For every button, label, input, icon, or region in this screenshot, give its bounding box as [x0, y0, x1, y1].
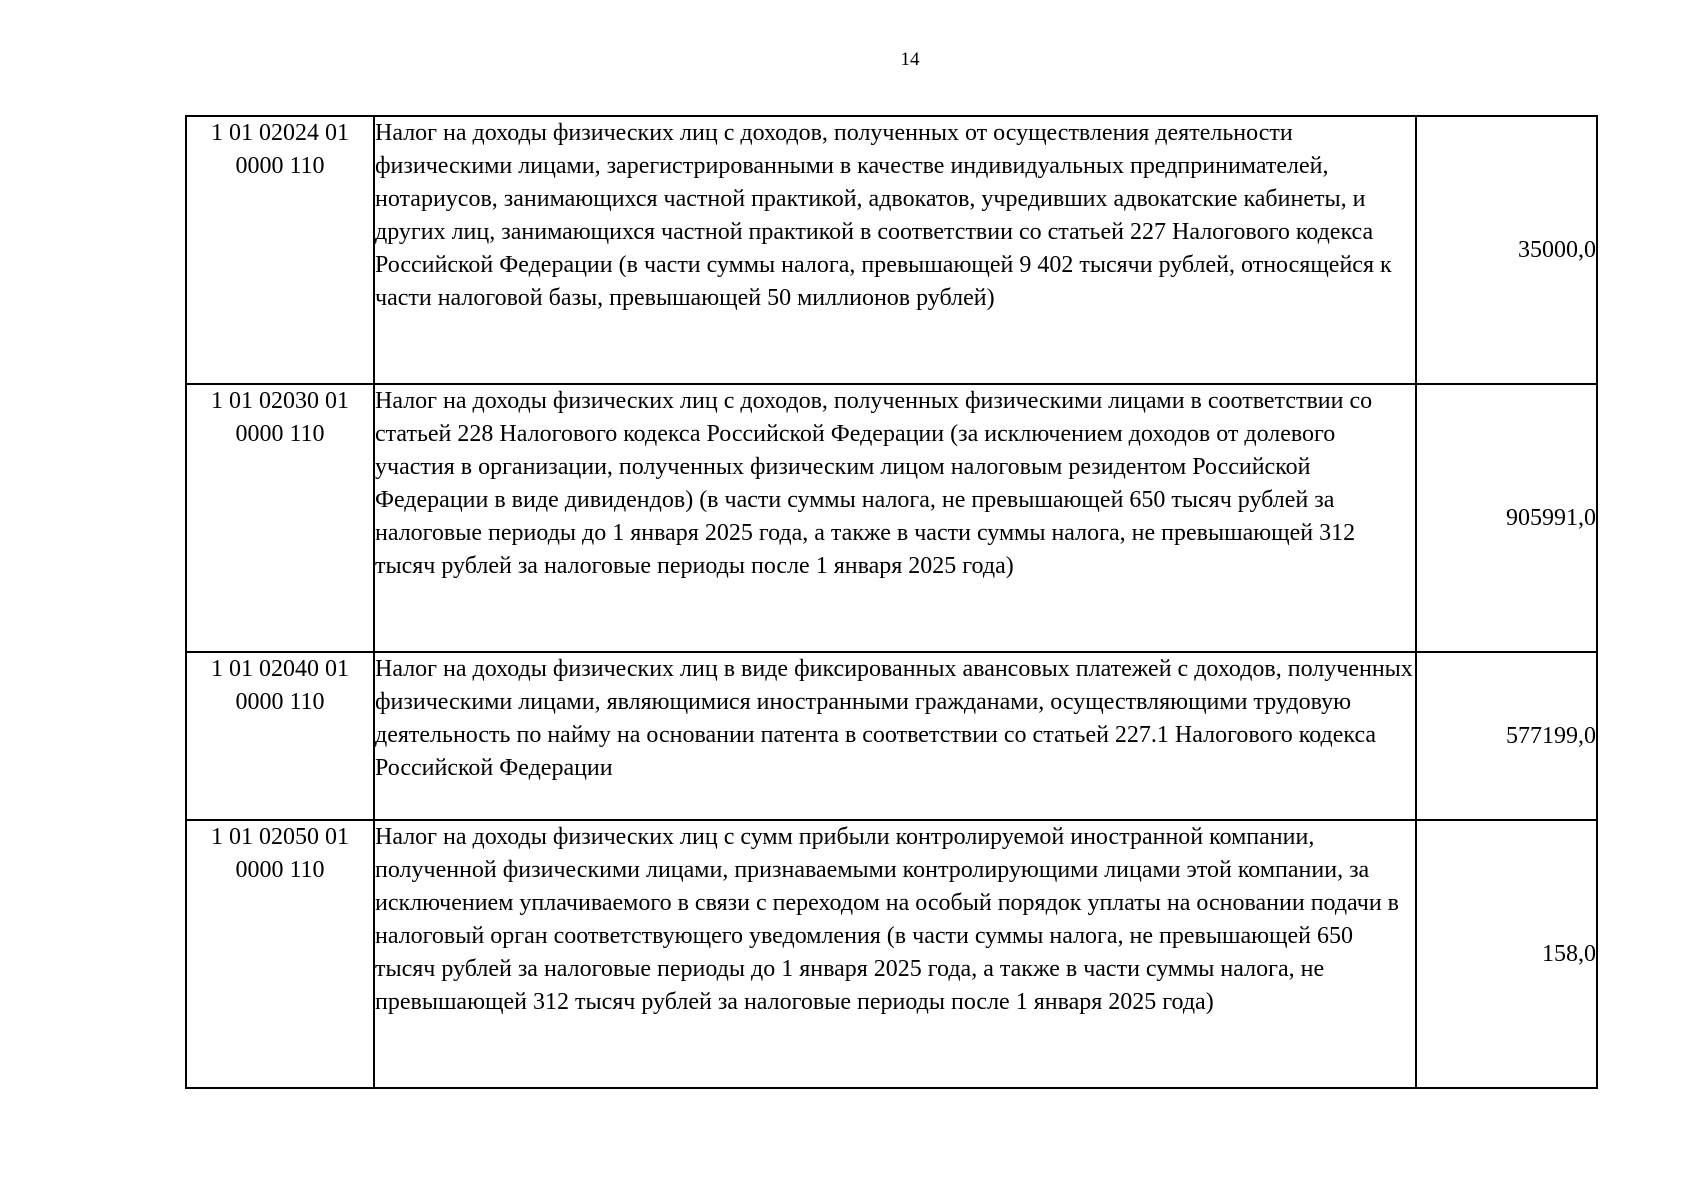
revenue-description: Налог на доходы физических лиц с доходов, полученных от осуществления деятельности физическими лицами, зарегистрированными в качестве индивидуальных предпринимателей, нотариусов, занимающихся частной практикой, адвокатов, учредивших адвокатские кабинеты, и других лиц, занимающихся частной практикой в соответствии со статьей 227 Налогового кодекса Российской Федерации (в части суммы налога, превышающей 9 402 тысячи рублей, относящейся к части налоговой базы, превышающей 50 миллионов рублей) — [374, 116, 1416, 384]
revenue-amount: 577199,0 — [1416, 652, 1597, 820]
page-number: 14 — [900, 49, 920, 70]
revenue-amount: 905991,0 — [1416, 384, 1597, 652]
budget-classification-code: 1 01 02030 01 0000 110 — [186, 384, 374, 652]
table-row — [186, 116, 1597, 384]
budget-classification-code: 1 01 02050 01 0000 110 — [186, 820, 374, 1088]
revenue-amount: 35000,0 — [1416, 116, 1597, 384]
revenue-description: Налог на доходы физических лиц с доходов, полученных физическими лицами в соответствии со статьей 228 Налогового кодекса Российской Федерации (за исключением доходов от долевого участия в организации, полученных физическим лицом налоговым резидентом Российской Федерации в виде дивидендов) (в части суммы налога, не превышающей 650 тысяч рублей за налоговые периоды до 1 января 2025 года, а также в части суммы налога, не превышающей 312 тысяч рублей за налоговые периоды после 1 января 2025 года) — [374, 384, 1416, 652]
budget-classification-code: 1 01 02024 01 0000 110 — [186, 116, 374, 384]
revenue-description: Налог на доходы физических лиц в виде фиксированных авансовых платежей с доходов, полученных физическими лицами, являющимися иностранными гражданами, осуществляющими трудовую деятельность по найму на основании патента в соответствии со статьей 227.1 Налогового кодекса Российской Федерации — [374, 652, 1416, 820]
table-row — [186, 384, 1597, 652]
revenue-description: Налог на доходы физических лиц с сумм прибыли контролируемой иностранной компании, полученной физическими лицами, признаваемыми контролирующими лицами этой компании, за исключением уплачиваемого в связи с переходом на особый порядок уплаты на основании подачи в налоговый орган соответствующего уведомления (в части суммы налога, не превышающей 650 тысяч рублей за налоговые периоды до 1 января 2025 года, а также в части суммы налога, не превышающей 312 тысяч рублей за налоговые периоды после 1 января 2025 года) — [374, 820, 1416, 1088]
budget-revenue-table — [185, 115, 1598, 1089]
table-row — [186, 820, 1597, 1088]
table-row — [186, 652, 1597, 820]
revenue-amount: 158,0 — [1416, 820, 1597, 1088]
budget-classification-code: 1 01 02040 01 0000 110 — [186, 652, 374, 820]
